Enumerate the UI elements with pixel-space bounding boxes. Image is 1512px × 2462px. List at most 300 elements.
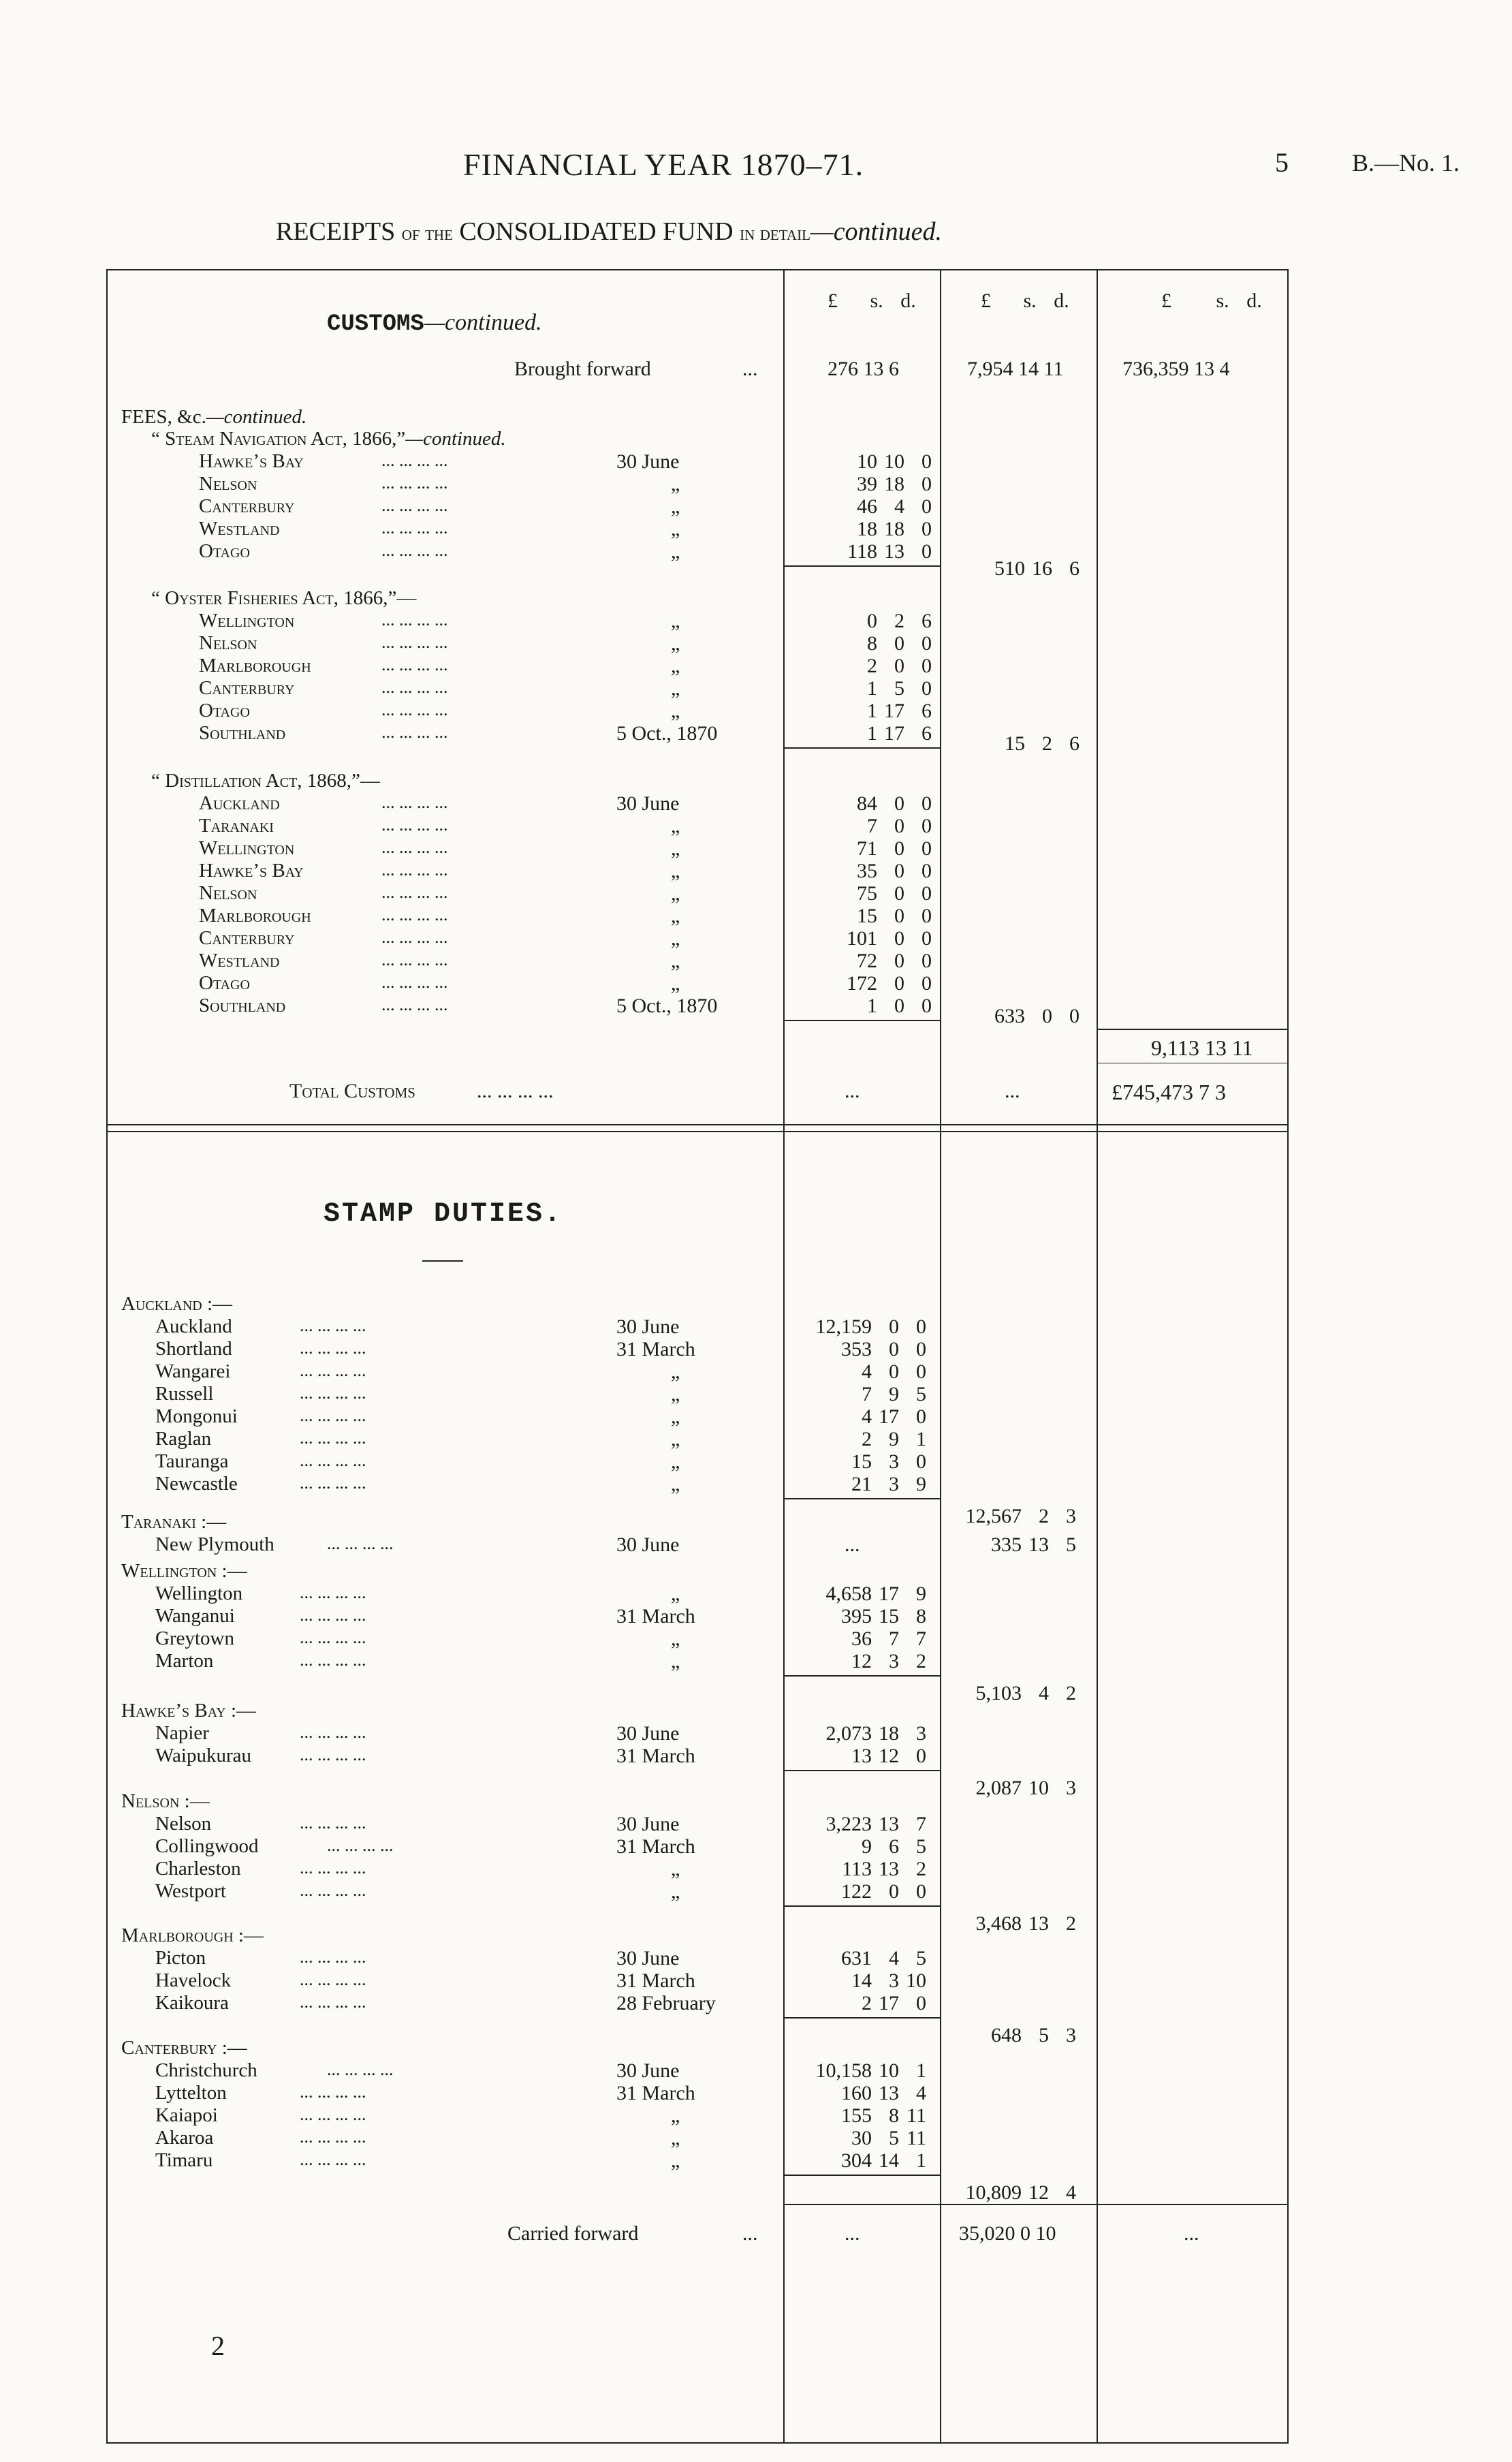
place-name: Westland [199, 950, 280, 971]
line-amount [804, 655, 932, 678]
shillings: 0 [889, 1315, 899, 1338]
pounds: 15 [1005, 732, 1025, 755]
pence: 0 [916, 1338, 926, 1360]
leader-dots: ... ... ... ... [300, 1745, 366, 1764]
subtotal-rule [785, 747, 941, 749]
shillings: 12 [879, 1745, 899, 1767]
return-date: 30 June [616, 1533, 680, 1556]
shillings: 0 [894, 860, 904, 882]
line-amount [783, 2082, 926, 2105]
pence: 1 [916, 2149, 926, 2172]
pounds: 3,223 [825, 1813, 872, 1835]
group-title-text: “ Steam Navigation Act, 1866,” [151, 428, 406, 450]
place-name: Otago [199, 972, 250, 994]
line-amount [804, 882, 932, 905]
line-amount [783, 1969, 926, 1993]
pence: 1 [916, 1428, 926, 1450]
shillings: 2 [1042, 732, 1052, 755]
leader-dots: ... ... ... ... [300, 2149, 366, 2169]
pence: 0 [922, 995, 932, 1017]
return-date: „ [671, 905, 680, 927]
shillings: 18 [884, 518, 904, 540]
pounds: 21 [851, 1473, 872, 1495]
leader-dots: ... ... ... ... [381, 450, 448, 470]
shillings: 5 [1039, 2024, 1049, 2046]
place-name: Akaroa [155, 2127, 214, 2149]
shillings: 13 [1028, 1533, 1049, 1556]
leader-dots: ... ... ... ... [381, 700, 448, 719]
place-name: Wellington [199, 837, 295, 859]
shillings: 0 [894, 905, 904, 927]
line-amount [783, 1605, 926, 1628]
shillings: 0 [894, 972, 904, 995]
pence: 3 [1066, 2024, 1076, 2046]
pence: 0 [922, 950, 932, 972]
leader-dots: ... ... ... ... [300, 1627, 366, 1647]
shilling-head: s. [1023, 290, 1037, 312]
line-amount [804, 815, 932, 838]
return-date: „ [671, 2149, 680, 2172]
leader-dots: ... ... ... ... [381, 655, 448, 674]
return-date: 31 March [616, 1835, 695, 1858]
shillings: 12 [1028, 2181, 1049, 2204]
pence: 0 [922, 450, 932, 473]
pounds: 30 [851, 2127, 872, 2149]
pounds: 122 [841, 1880, 872, 1903]
return-date: „ [671, 2127, 680, 2149]
return-date: „ [671, 540, 680, 563]
shillings: 16 [1032, 557, 1052, 580]
place-name: Auckland [155, 1315, 232, 1337]
pounds: 2 [862, 1428, 872, 1450]
place-name: Wellington [199, 610, 295, 632]
leader-dots: ... ... ... ... [300, 1315, 366, 1335]
leader-dots: ... ... ... ... [300, 1360, 366, 1380]
return-date: „ [671, 882, 680, 905]
pence: 7 [916, 1813, 926, 1835]
line-amount [783, 1627, 926, 1651]
shillings: 3 [889, 1969, 899, 1992]
group-subtotal [960, 732, 1080, 755]
pence: 0 [916, 1360, 926, 1383]
pounds: 39 [857, 473, 877, 495]
return-date: 5 Oct., 1870 [616, 995, 718, 1017]
subtitle-of-the: of the [401, 222, 453, 245]
shillings: 3 [889, 1450, 899, 1473]
return-date: 30 June [616, 1947, 680, 1969]
line-amount [783, 1947, 926, 1970]
line-amount [783, 1315, 926, 1339]
pence: 2 [1066, 1912, 1076, 1935]
pence: 0 [916, 1405, 926, 1428]
shilling-head: s. [870, 290, 883, 312]
shillings: 4 [1039, 1682, 1049, 1704]
shillings: 0 [894, 927, 904, 950]
shillings: 4 [894, 495, 904, 518]
line-amount [783, 1745, 926, 1768]
pounds: 304 [841, 2149, 872, 2172]
subtitle-fund: CONSOLIDATED FUND [459, 217, 734, 246]
shillings: 13 [879, 1813, 899, 1835]
leader-dots: ... ... ... ... [327, 1533, 394, 1553]
place-name: Charleston [155, 1858, 241, 1880]
shillings: 5 [894, 677, 904, 700]
return-date: 30 June [616, 1315, 680, 1338]
shillings: 0 [894, 837, 904, 860]
place-name: Wangarei [155, 1360, 231, 1382]
shillings: 3 [889, 1650, 899, 1672]
pence: 0 [922, 837, 932, 860]
group-subtotal [947, 1777, 1076, 1800]
return-date: 30 June [616, 2059, 680, 2082]
brought-forward-dots: ... [742, 358, 758, 380]
pence: 6 [922, 700, 932, 722]
pounds: 0 [867, 610, 877, 632]
pence: 5 [916, 1947, 926, 1969]
place-name: Southland [199, 995, 286, 1016]
return-date: „ [671, 1650, 680, 1672]
return-date: „ [671, 1383, 680, 1405]
subtotal-rule [785, 1498, 941, 1499]
pound-head: £ [1161, 290, 1171, 312]
line-amount [804, 700, 932, 723]
line-amount [804, 450, 932, 473]
return-date: „ [671, 2104, 680, 2127]
pounds: 13 [851, 1745, 872, 1767]
shilling-head: s. [1216, 290, 1229, 312]
shillings: 0 [894, 815, 904, 837]
return-date: „ [671, 837, 680, 860]
shillings: 0 [894, 882, 904, 905]
place-name: Kaiapoi [155, 2104, 218, 2126]
leader-dots: ... ... ... ... [381, 677, 448, 697]
return-date: „ [671, 1880, 680, 1903]
shillings: 17 [879, 1992, 899, 2014]
pence-head: d. [1246, 290, 1262, 312]
pounds: 14 [851, 1969, 872, 1992]
line-amount [804, 722, 932, 745]
place-name: Nelson [199, 882, 257, 904]
place-name: Napier [155, 1722, 209, 1744]
customs-heading [327, 310, 542, 337]
shillings: 14 [879, 2149, 899, 2172]
pence: 5 [1066, 1533, 1076, 1556]
fees-total-rule [1098, 1029, 1287, 1030]
leader-dots: ... ... ... ... [381, 610, 448, 629]
line-amount [804, 950, 932, 973]
return-date: 31 March [616, 1969, 695, 1992]
pounds: 12,567 [965, 1505, 1022, 1527]
group-title-text: “ Oyster Fisheries Act, 1866,”— [151, 587, 417, 609]
pence: 3 [1066, 1777, 1076, 1799]
line-amount [804, 995, 932, 1018]
pounds: 2,087 [975, 1777, 1022, 1799]
shillings: 15 [879, 1605, 899, 1627]
pounds: 1 [867, 722, 877, 745]
page-number: 5 [1275, 147, 1289, 178]
return-date: „ [671, 610, 680, 632]
leader-dots: ... ... ... ... [381, 950, 448, 969]
line-amount [783, 1428, 926, 1451]
line-amount-empty: ... [845, 1533, 860, 1556]
pounds: 15 [851, 1450, 872, 1473]
place-name: Havelock [155, 1969, 232, 1991]
place-name: Shortland [155, 1338, 232, 1360]
group-subtotal [947, 1505, 1076, 1528]
leader-dots: ... ... ... ... [381, 995, 448, 1014]
place-name: Westland [199, 518, 280, 540]
carried-forward-col3: ... [1184, 2222, 1199, 2245]
pounds: 10 [857, 450, 877, 473]
place-name: Lyttelton [155, 2082, 227, 2104]
return-date: „ [671, 655, 680, 677]
subtotal-rule [785, 1675, 941, 1677]
fees-label [121, 406, 306, 428]
pence: 6 [922, 610, 932, 632]
brought-forward-col1: 276 13 6 [828, 358, 899, 380]
pounds: 75 [857, 882, 877, 905]
return-date: „ [671, 927, 680, 950]
footer-signature: 2 [211, 2331, 225, 2361]
place-name: Marlborough [199, 655, 311, 676]
shillings: 0 [889, 1360, 899, 1383]
stamp-group-title: Marlborough :— [121, 1925, 264, 1946]
col3-currency-head [1161, 290, 1262, 313]
leader-dots: ... ... ... ... [381, 905, 448, 924]
customs-heading-text: CUSTOMS [327, 311, 424, 337]
shillings: 0 [894, 655, 904, 677]
return-date: „ [671, 632, 680, 655]
pence: 0 [922, 905, 932, 927]
group-title-suffix: —continued. [405, 428, 506, 450]
leader-dots: ... ... ... ... [381, 632, 448, 652]
pence: 2 [1066, 1682, 1076, 1704]
line-amount [804, 905, 932, 928]
group-subtotal [960, 1005, 1080, 1028]
pound-head: £ [828, 290, 838, 312]
pounds: 72 [857, 950, 877, 972]
pence: 0 [922, 655, 932, 677]
leader-dots: ... ... ... ... [300, 1650, 366, 1670]
leader-dots: ... ... ... ... [300, 1428, 366, 1448]
pence: 0 [922, 972, 932, 995]
pounds: 160 [841, 2082, 872, 2104]
shillings: 17 [884, 722, 904, 745]
pence: 8 [916, 1605, 926, 1627]
line-amount [783, 1405, 926, 1429]
subtotal-rule [785, 565, 941, 567]
customs-group-title [151, 587, 416, 610]
pence: 0 [916, 1315, 926, 1338]
line-amount [804, 677, 932, 700]
place-name: Otago [199, 540, 250, 562]
pence: 0 [922, 473, 932, 495]
pence: 5 [916, 1383, 926, 1405]
group-subtotal [960, 557, 1080, 580]
shillings: 17 [879, 1405, 899, 1428]
fees-label-suffix: —continued. [206, 406, 307, 428]
leader-dots: ... ... ... ... [300, 1605, 366, 1625]
total-customs-label: Total Customs [289, 1080, 415, 1102]
customs-heading-suffix: —continued. [424, 310, 542, 335]
subtitle-continued: —continued. [810, 217, 943, 246]
leader-dots: ... ... ... ... [300, 2082, 366, 2102]
pence: 1 [916, 2059, 926, 2082]
leader-dots: ... ... ... ... [381, 860, 448, 879]
line-amount [783, 1338, 926, 1361]
shillings: 0 [894, 995, 904, 1017]
stamp-group-title: Canterbury :— [121, 2037, 247, 2059]
pounds: 35 [857, 860, 877, 882]
line-amount [804, 837, 932, 860]
place-name: Timaru [155, 2149, 213, 2171]
brought-forward-col3: 736,359 13 4 [1122, 358, 1230, 380]
pence: 0 [922, 495, 932, 518]
customs-group-title [151, 428, 506, 450]
line-amount [783, 1722, 926, 1745]
subtotal-rule [785, 1770, 941, 1771]
leader-dots: ... ... ... ... [300, 1880, 366, 1900]
pence: 0 [922, 860, 932, 882]
pounds: 335 [991, 1533, 1022, 1556]
subtitle [276, 217, 942, 247]
line-amount [804, 972, 932, 995]
leader-dots: ... ... ... ... [300, 1947, 366, 1967]
leader-dots: ... ... ... ... [300, 1722, 366, 1742]
stamp-group-title: Hawke’s Bay :— [121, 1700, 257, 1721]
page-title: FINANCIAL YEAR 1870–71. [463, 147, 864, 182]
line-amount [783, 2127, 926, 2150]
line-amount [783, 1450, 926, 1474]
return-date: 28 February [616, 1992, 716, 2014]
pounds: 113 [842, 1858, 872, 1880]
return-date: „ [671, 1405, 680, 1428]
pounds: 18 [857, 518, 877, 540]
pounds: 10,158 [815, 2059, 872, 2082]
place-name: Greytown [155, 1627, 234, 1649]
return-date: „ [671, 1428, 680, 1450]
pounds: 395 [841, 1605, 872, 1627]
leader-dots: ... ... ... ... [300, 1405, 366, 1425]
place-name: Taranaki [199, 815, 274, 837]
shillings: 6 [889, 1835, 899, 1858]
total-customs-leader: ... ... ... ... [477, 1080, 554, 1102]
fees-total: 9,113 13 11 [1151, 1035, 1253, 1060]
total-customs-value: £745,473 7 3 [1112, 1080, 1226, 1104]
pence: 0 [922, 518, 932, 540]
pence: 6 [1069, 557, 1080, 580]
pounds: 172 [847, 972, 877, 995]
leader-dots: ... ... ... ... [381, 722, 448, 742]
shillings: 5 [889, 2127, 899, 2149]
pence: 0 [922, 882, 932, 905]
pence: 11 [907, 2104, 926, 2127]
pounds: 7 [862, 1383, 872, 1405]
leader-dots: ... ... ... ... [300, 1969, 366, 1989]
line-amount [804, 495, 932, 518]
line-amount [783, 1383, 926, 1406]
shillings: 13 [1028, 1912, 1049, 1935]
leader-dots: ... ... ... ... [300, 2127, 366, 2147]
heading-dash [422, 1260, 463, 1262]
leader-dots: ... ... ... ... [381, 927, 448, 947]
subtotal-rule [785, 1905, 941, 1907]
place-name: Nelson [155, 1813, 212, 1835]
pence: 0 [916, 1745, 926, 1767]
place-name: Marton [155, 1650, 214, 1672]
pounds: 84 [857, 792, 877, 815]
shillings: 13 [879, 1858, 899, 1880]
leader-dots: ... ... ... ... [381, 815, 448, 835]
pence: 10 [906, 1969, 926, 1992]
pounds: 5,103 [975, 1682, 1022, 1704]
shillings: 13 [884, 540, 904, 563]
place-name: Canterbury [199, 495, 295, 517]
pounds: 510 [994, 557, 1025, 580]
stamp-group-title: Wellington :— [121, 1560, 247, 1582]
line-amount [783, 1880, 926, 1903]
customs-group-title [151, 770, 380, 792]
leader-dots: ... ... ... ... [381, 518, 448, 537]
group-subtotal [947, 2024, 1076, 2047]
subtotal-rule [785, 2175, 941, 2176]
pence: 0 [916, 1880, 926, 1903]
pounds: 1 [867, 677, 877, 700]
section-rule-double [106, 1131, 1289, 1132]
place-name: Westport [155, 1880, 226, 1902]
group-subtotal [947, 2181, 1076, 2204]
pounds: 71 [857, 837, 877, 860]
subtotal-rule [785, 1020, 941, 1021]
pounds: 3,468 [975, 1912, 1022, 1935]
stamp-group-title: Nelson :— [121, 1790, 210, 1812]
return-date: „ [671, 1627, 680, 1650]
pence: 0 [1069, 1005, 1080, 1027]
return-date: 31 March [616, 1338, 695, 1360]
shillings: 2 [1039, 1505, 1049, 1527]
pence: 6 [1069, 732, 1080, 755]
pence: 2 [916, 1858, 926, 1880]
group-subtotal [957, 1533, 1076, 1557]
leader-dots: ... ... ... ... [381, 972, 448, 992]
place-name: Christchurch [155, 2059, 257, 2081]
pounds: 2,073 [825, 1722, 872, 1745]
subtitle-receipts: RECEIPTS [276, 217, 396, 246]
return-date: 31 March [616, 2082, 695, 2104]
place-name: Southland [199, 722, 286, 744]
leader-dots: ... ... ... ... [381, 495, 448, 515]
return-date: 30 June [616, 1722, 680, 1745]
return-date: „ [671, 950, 680, 972]
brought-forward-col2: 7,954 14 11 [967, 358, 1064, 380]
line-amount [783, 1473, 926, 1496]
stamp-group-title: Taranaki :— [121, 1511, 227, 1533]
pence: 2 [916, 1650, 926, 1672]
return-date: „ [671, 473, 680, 495]
place-name: Picton [155, 1947, 206, 1969]
line-amount [804, 540, 932, 563]
line-amount [783, 2104, 926, 2128]
pounds: 15 [857, 905, 877, 927]
return-date: 30 June [616, 1813, 680, 1835]
line-amount [804, 632, 932, 655]
place-name: Canterbury [199, 927, 295, 949]
return-date: „ [671, 972, 680, 995]
pence-head: d. [900, 290, 916, 312]
place-name: Marlborough [199, 905, 311, 926]
subtitle-in-detail: in detail [740, 222, 810, 245]
column-rule-2 [940, 269, 941, 2444]
